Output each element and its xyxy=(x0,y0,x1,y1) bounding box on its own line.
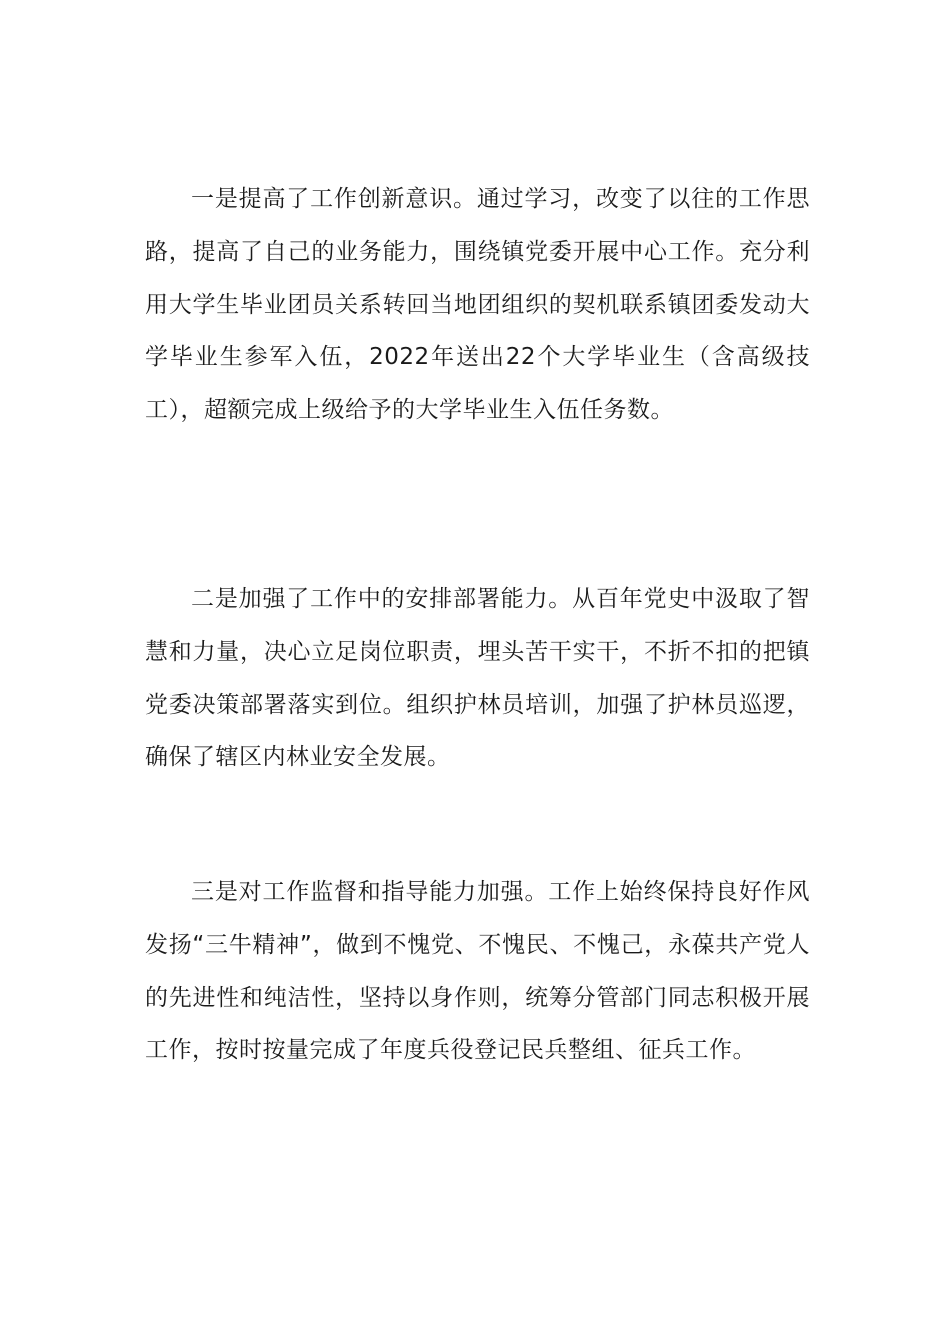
paragraph-innovation: 一是提高了工作创新意识。通过学习，改变了以往的工作思路，提高了自己的业务能力，围绕镇党委开展中心工作。充分利用大学生毕业团员关系转回当地团组织的契机联系镇团委发动大学毕业生参军入伍，2022年送出22个大学毕业生（含高级技工），超额完成上级给予的大学毕业生入伍任务数。 xyxy=(145,186,810,424)
paragraph-deployment: 二是加强了工作中的安排部署能力。从百年党史中汲取了智慧和力量，决心立足岗位职责，埋头苦干实干，不折不扣的把镇党委决策部署落实到位。组织护林员培训，加强了护林员巡逻，确保了辖区内林业安全发展。 xyxy=(145,586,810,771)
paragraph-supervision: 三是对工作监督和指导能力加强。工作上始终保持良好作风发扬“三牛精神”，做到不愧党、不愧民、不愧己，永葆共产党人的先进性和纯洁性，坚持以身作则，统筹分管部门同志积极开展工作，按时按量完成了年度兵役登记民兵整组、征兵工作。 xyxy=(145,879,810,1064)
